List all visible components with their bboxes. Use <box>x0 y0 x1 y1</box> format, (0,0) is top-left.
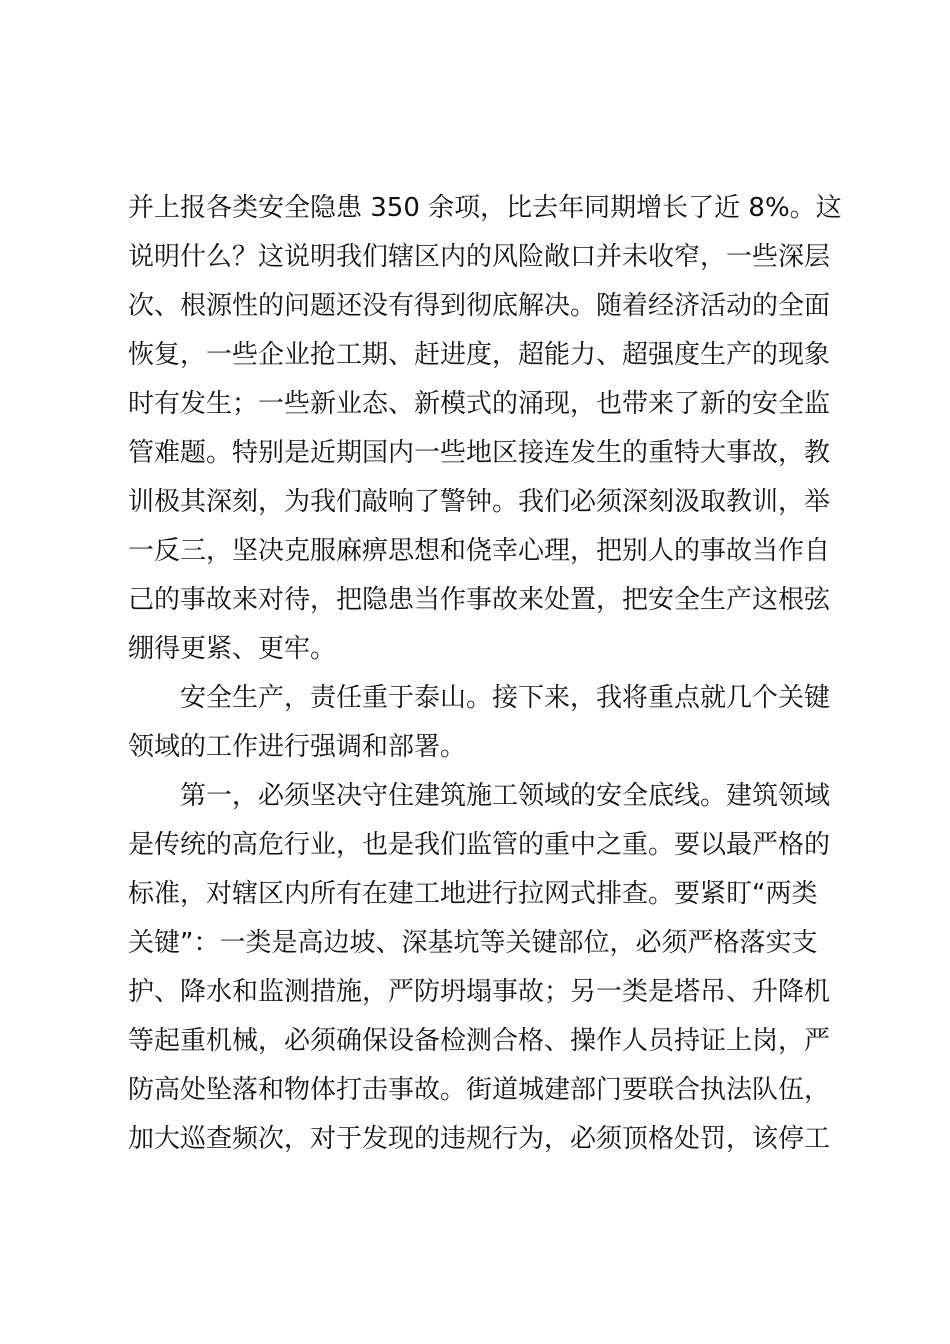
text-line: 一反三，坚决克服麻痹思想和侥幸心理，把别人的事故当作自 <box>128 536 831 566</box>
paragraph-2 <box>128 674 832 772</box>
text-line: 管难题。特别是近期国内一些地区接连发生的重特大事故，教 <box>128 438 831 468</box>
text-line: 并上报各类安全隐患 350 余项，比去年同期增长了近 8%。这 <box>128 193 842 223</box>
text-line: 是传统的高危行业，也是我们监管的重中之重。要以最严格的 <box>128 830 831 860</box>
text-line: 护、降水和监测措施，严防坍塌事故；另一类是塔吊、升降机 <box>128 977 831 1007</box>
text-line: 时有发生；一些新业态、新模式的涌现，也带来了新的安全监 <box>128 389 831 419</box>
text-line: 加大巡查频次，对于发现的违规行为，必须顶格处罚，该停工 <box>128 1124 831 1154</box>
text-line: 己的事故来对待，把隐患当作事故来处置，把安全生产这根弦 <box>128 585 831 615</box>
text-line: 恢复，一些企业抢工期、赶进度，超能力、超强度生产的现象 <box>128 340 831 370</box>
text-line: 第一，必须坚决守住建筑施工领域的安全底线。建筑领域 <box>180 781 831 811</box>
text-line: 训极其深刻，为我们敲响了警钟。我们必须深刻汲取教训，举 <box>128 487 831 517</box>
text-line: 领域的工作进行强调和部署。 <box>128 732 467 762</box>
text-line: 绷得更紧、更牢。 <box>128 634 337 664</box>
paragraph-3 <box>128 772 832 1164</box>
text-line: 防高处坠落和物体打击事故。街道城建部门要联合执法队伍， <box>128 1075 831 1105</box>
document-body <box>128 184 842 1164</box>
text-line: 关键”：一类是高边坡、深基坑等关键部位，必须严格落实支 <box>128 928 818 958</box>
text-line: 等起重机械，必须确保设备检测合格、操作人员持证上岗，严 <box>128 1026 831 1056</box>
text-line: 标准，对辖区内所有在建工地进行拉网式排查。要紧盯“两类 <box>128 879 818 909</box>
text-line: 次、根源性的问题还没有得到彻底解决。随着经济活动的全面 <box>128 291 831 321</box>
paragraph-1 <box>128 184 842 674</box>
text-line: 安全生产，责任重于泰山。接下来，我将重点就几个关键 <box>180 683 831 713</box>
text-line: 说明什么？这说明我们辖区内的风险敞口并未收窄，一些深层 <box>128 242 831 272</box>
